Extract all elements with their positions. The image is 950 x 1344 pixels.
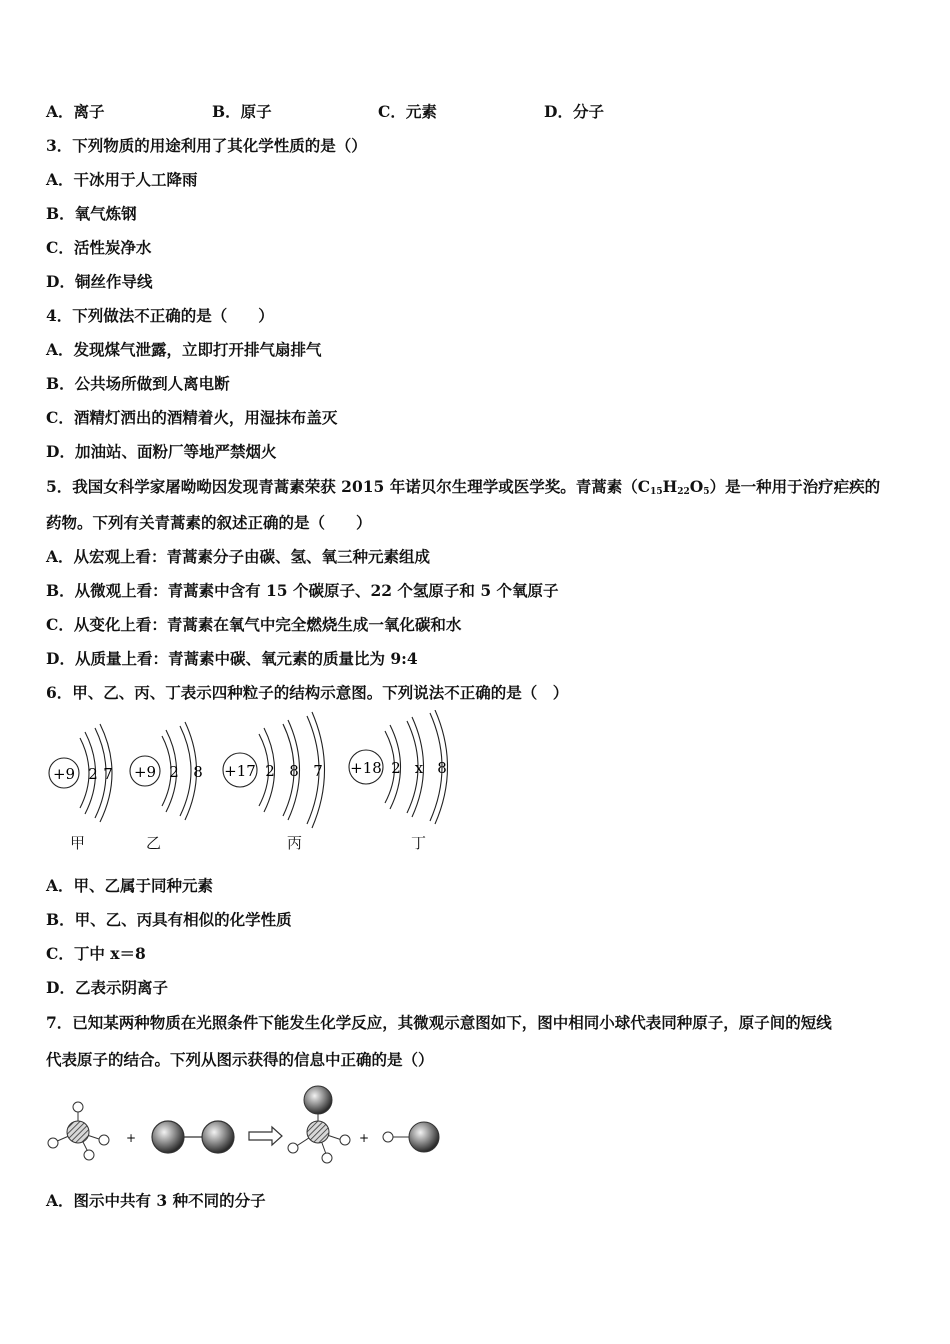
q5-option-b: B．从微观上看：青蒿素中含有 15 个碳原子、22 个氢原子和 5 个氧原子 — [46, 581, 559, 600]
q5-option-c: C．从变化上看：青蒿素在氧气中完全燃烧生成一氧化碳和水 — [46, 615, 462, 634]
q5-sub1: 15 — [650, 487, 663, 497]
q5-sub2: 22 — [677, 487, 690, 497]
plus-sign-1: + — [125, 1131, 137, 1145]
q2-option-d: D．分子 — [544, 102, 604, 121]
atom-yi-nucleus: +9 — [133, 763, 157, 781]
q5-stem-line1 — [46, 477, 880, 497]
q2-option-c: C．元素 — [378, 102, 437, 121]
q7-stem-line2: 代表原子的结合。下列从图示获得的信息中正确的是（） — [46, 1050, 434, 1069]
plus-sign-2: + — [358, 1131, 370, 1145]
atom-structure-diagram — [0, 710, 950, 860]
atom-yi-shell-2: 8 — [193, 763, 203, 781]
q3-option-c: C．活性炭净水 — [46, 238, 152, 257]
q5-stem-part2: ）是一种用于治疗疟疾的 — [709, 477, 881, 496]
q4-stem: 4．下列做法不正确的是（ ） — [46, 306, 274, 325]
q5-mid1: H — [662, 477, 678, 496]
q2-option-a: A．离子 — [46, 102, 105, 121]
q3-option-b: B．氧气炼钢 — [46, 204, 137, 223]
atom-ding-shell-3: 8 — [437, 759, 447, 777]
q5-stem-line2: 药物。下列有关青蒿素的叙述正确的是（ ） — [46, 513, 372, 532]
q6-option-b: B．甲、乙、丙具有相似的化学性质 — [46, 910, 292, 929]
atom-jia-shell-2: 7 — [103, 765, 113, 783]
atom-ding-nucleus: +18 — [350, 759, 382, 777]
atom-ding-shell-2: x — [414, 759, 424, 777]
atom-ding-shell-1: 2 — [391, 759, 401, 777]
atom-bing-caption: 丙 — [287, 834, 303, 852]
atom-bing-nucleus: +17 — [224, 762, 256, 780]
atom-jia-caption: 甲 — [70, 834, 86, 852]
q4-option-a: A．发现煤气泄露，立即打开排气扇排气 — [46, 340, 322, 359]
atom-bing-shell-3: 7 — [313, 762, 323, 780]
atom-yi-shell-1: 2 — [169, 763, 179, 781]
atom-ding-caption: 丁 — [411, 834, 427, 852]
reaction-diagram — [0, 1082, 950, 1182]
q5-sub3: 5 — [703, 487, 710, 497]
q4-option-b: B．公共场所做到人离电断 — [46, 374, 230, 393]
q2-option-b: B．原子 — [212, 102, 272, 121]
q4-option-c: C．酒精灯洒出的酒精着火，用湿抹布盖灭 — [46, 408, 338, 427]
q7-stem-line1: 7．已知某两种物质在光照条件下能发生化学反应，其微观示意图如下，图中相同小球代表同种原子，原子间的短线 — [46, 1013, 832, 1032]
q6-stem: 6．甲、乙、丙、丁表示四种粒子的结构示意图。下列说法不正确的是（ ） — [46, 683, 569, 702]
q3-option-a: A．干冰用于人工降雨 — [46, 170, 198, 189]
q4-option-d: D．加油站、面粉厂等地严禁烟火 — [46, 442, 277, 461]
q3-stem: 3．下列物质的用途利用了其化学性质的是（） — [46, 136, 367, 155]
q5-option-d: D．从质量上看：青蒿素中碳、氧元素的质量比为 9:4 — [46, 649, 418, 668]
q6-option-a: A．甲、乙属于同种元素 — [46, 876, 214, 895]
reaction-arrow-icon — [249, 1127, 282, 1145]
atom-jia-nucleus: +9 — [52, 765, 76, 783]
atom-jia-shell-1: 2 — [88, 765, 98, 783]
reactant-molecule-1 — [48, 1102, 109, 1160]
q6-option-d: D．乙表示阴离子 — [46, 978, 168, 997]
q5-stem-part1: 5．我国女科学家屠呦呦因发现青蒿素荣获 2015 年诺贝尔生理学或医学奖。青蒿素（C — [46, 477, 651, 496]
q5-mid2: O — [689, 477, 704, 496]
atom-yi-caption: 乙 — [146, 834, 162, 852]
atom-bing-shell-1: 2 — [265, 762, 275, 780]
q2-options-row — [46, 102, 604, 122]
q5-option-a: A．从宏观上看：青蒿素分子由碳、氢、氧三种元素组成 — [46, 547, 431, 566]
q3-option-d: D．铜丝作导线 — [46, 272, 153, 291]
product-molecule-1 — [288, 1086, 350, 1163]
q7-option-a: A．图示中共有 3 种不同的分子 — [46, 1191, 266, 1210]
product-molecule-2 — [383, 1122, 439, 1152]
atom-bing-shell-2: 8 — [289, 762, 299, 780]
reactant-molecule-2 — [152, 1121, 234, 1153]
q6-option-c: C．丁中 x＝8 — [46, 944, 146, 963]
